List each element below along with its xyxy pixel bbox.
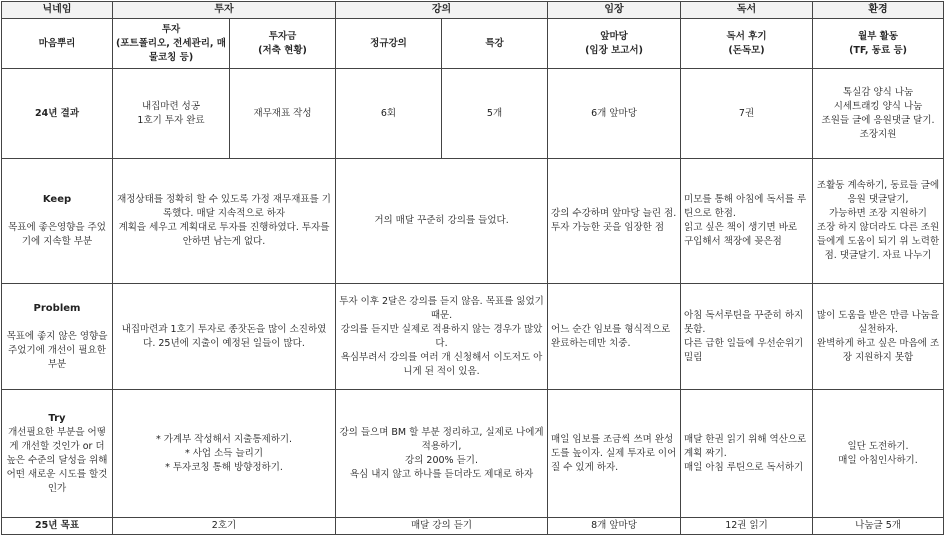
keep-field: 강의 수강하며 앞마당 늘린 점. 투자 가능한 곳을 임장한 점 — [548, 159, 681, 284]
goal-lecture: 매달 강의 듣기 — [336, 518, 548, 535]
header-field: 임장 — [548, 2, 681, 19]
goal-investment: 2호기 — [113, 518, 336, 535]
header-lecture: 강의 — [336, 2, 548, 19]
keep-lecture: 거의 매달 꾸준히 강의를 들었다. — [336, 159, 548, 284]
result-invest-portfolio: 내집마련 성공 1호기 투자 완료 — [113, 69, 230, 159]
subheader-regular-lecture: 정규강의 — [336, 19, 442, 69]
try-desc: 개선필요한 부분을 어떻게 개선할 것인가 or 더 높은 수준의 달성을 위해 어떤 새로운 시도를 할것인가 — [6, 426, 108, 494]
try-label: Try — [48, 412, 66, 424]
goal-field: 8개 앞마당 — [548, 518, 681, 535]
try-label-cell — [2, 390, 113, 518]
goal-environment: 나눔글 5개 — [813, 518, 944, 535]
subheader-field-report: 앞마당 (임장 보고서) — [548, 19, 681, 69]
result-special-lecture: 5개 — [442, 69, 548, 159]
problem-row — [2, 284, 944, 390]
problem-environment: 많이 도움을 받은 만큼 나눔을 실천하자. 완벽하게 하고 싶은 마음에 조장 지원하지 못함 — [813, 284, 944, 390]
header-environment: 환경 — [813, 2, 944, 19]
keep-desc: 목표에 좋은영향을 주었기에 지속할 부분 — [8, 222, 106, 247]
keep-environment: 조활동 계속하기, 동료들 글에 응원 댓글달기, 가능하면 조장 지원하기 조장 하지 않더라도 다른 조원들에게 도움이 되기 위 노력한점. 댓글달기. 자료 나누기 — [813, 159, 944, 284]
keep-row — [2, 159, 944, 284]
result-reading: 7권 — [681, 69, 813, 159]
problem-label: Problem — [33, 302, 81, 314]
header-row — [2, 2, 944, 19]
result-row — [2, 69, 944, 159]
result-environment: 톡실감 양식 나눔 시세트래킹 양식 나눔 조원들 글에 응원댓글 달기. 조장지원 — [813, 69, 944, 159]
problem-reading: 아침 독서루틴을 꾸준히 하지 못함. 다른 급한 일들에 우선순위기 밀림 — [681, 284, 813, 390]
header-investment: 투자 — [113, 2, 336, 19]
subheader-reading-review: 독서 후기 (돈독모) — [681, 19, 813, 69]
subheader-invest-amount: 투자금 (저축 현황) — [230, 19, 336, 69]
result-label: 24년 결과 — [2, 69, 113, 159]
try-row — [2, 390, 944, 518]
goal-label: 25년 목표 — [2, 518, 113, 535]
keep-label-cell — [2, 159, 113, 284]
retrospective-table — [1, 1, 944, 535]
subheader-special-lecture: 특강 — [442, 19, 548, 69]
subheader-monthly: 월부 활동 (TF, 동료 등) — [813, 19, 944, 69]
result-invest-amount: 재무재표 작성 — [230, 69, 336, 159]
subheader-row — [2, 19, 944, 69]
header-reading: 독서 — [681, 2, 813, 19]
try-field: 매일 임보를 조금씩 쓰며 완성도를 높이자. 실제 투자로 이어질 수 있게 하자. — [548, 390, 681, 518]
problem-lecture: 투자 이후 2달은 강의를 듣지 않음. 목표를 잃었기 때문. 강의를 듣지만 실제로 적용하지 않는 경우가 많았다. 욕심부려서 강의를 여러 개 신청해서 이도저도 아니게 된 적이 있음. — [336, 284, 548, 390]
try-reading: 매달 한권 읽기 위해 역산으로 계획 짜기. 매일 아침 루틴으로 독서하기 — [681, 390, 813, 518]
problem-field: 어느 순간 임보를 형식적으로 완료하는데만 치중. — [548, 284, 681, 390]
goal-row — [2, 518, 944, 535]
keep-label: Keep — [42, 194, 72, 205]
problem-desc: 목표에 좋지 않은 영향을 주었기에 개선이 필요한 부분 — [6, 330, 108, 370]
subheader-invest-portfolio: 투자 (포트폴리오, 전세관리, 매물코칭 등) — [113, 19, 230, 69]
keep-investment: 재정상태를 정확히 할 수 있도록 가정 재무재표를 기록했다. 매달 지속적으로 하자 계획을 세우고 계획대로 투자를 진행하였다. 투자를 안하면 남는게 없다. — [113, 159, 336, 284]
try-lecture: 강의 들으며 BM 할 부분 정리하고, 실제로 나에게 적용하기, 강의 200% 듣기. 욕심 내지 않고 하나를 듣더라도 제대로 하자 — [336, 390, 548, 518]
keep-reading: 미모를 통해 아침에 독서를 루틴으로 한점. 읽고 싶은 책이 생기면 바로 구입해서 책장에 꽂은점 — [681, 159, 813, 284]
header-nickname: 닉네임 — [2, 2, 113, 19]
result-field: 6개 앞마당 — [548, 69, 681, 159]
try-environment: 일단 도전하기. 매일 아침인사하기. — [813, 390, 944, 518]
goal-reading: 12권 읽기 — [681, 518, 813, 535]
problem-investment: 내집마련과 1호기 투자로 종잣돈을 많이 소진하였다. 25년에 지출이 예정된 일들이 많다. — [113, 284, 336, 390]
subheader-name: 마음뿌리 — [2, 19, 113, 69]
try-investment: * 가계부 작성해서 지출통제하기. * 사업 소득 늘리기 * 투자코칭 통해 방향정하기. — [113, 390, 336, 518]
problem-label-cell — [2, 284, 113, 390]
result-regular-lecture: 6회 — [336, 69, 442, 159]
